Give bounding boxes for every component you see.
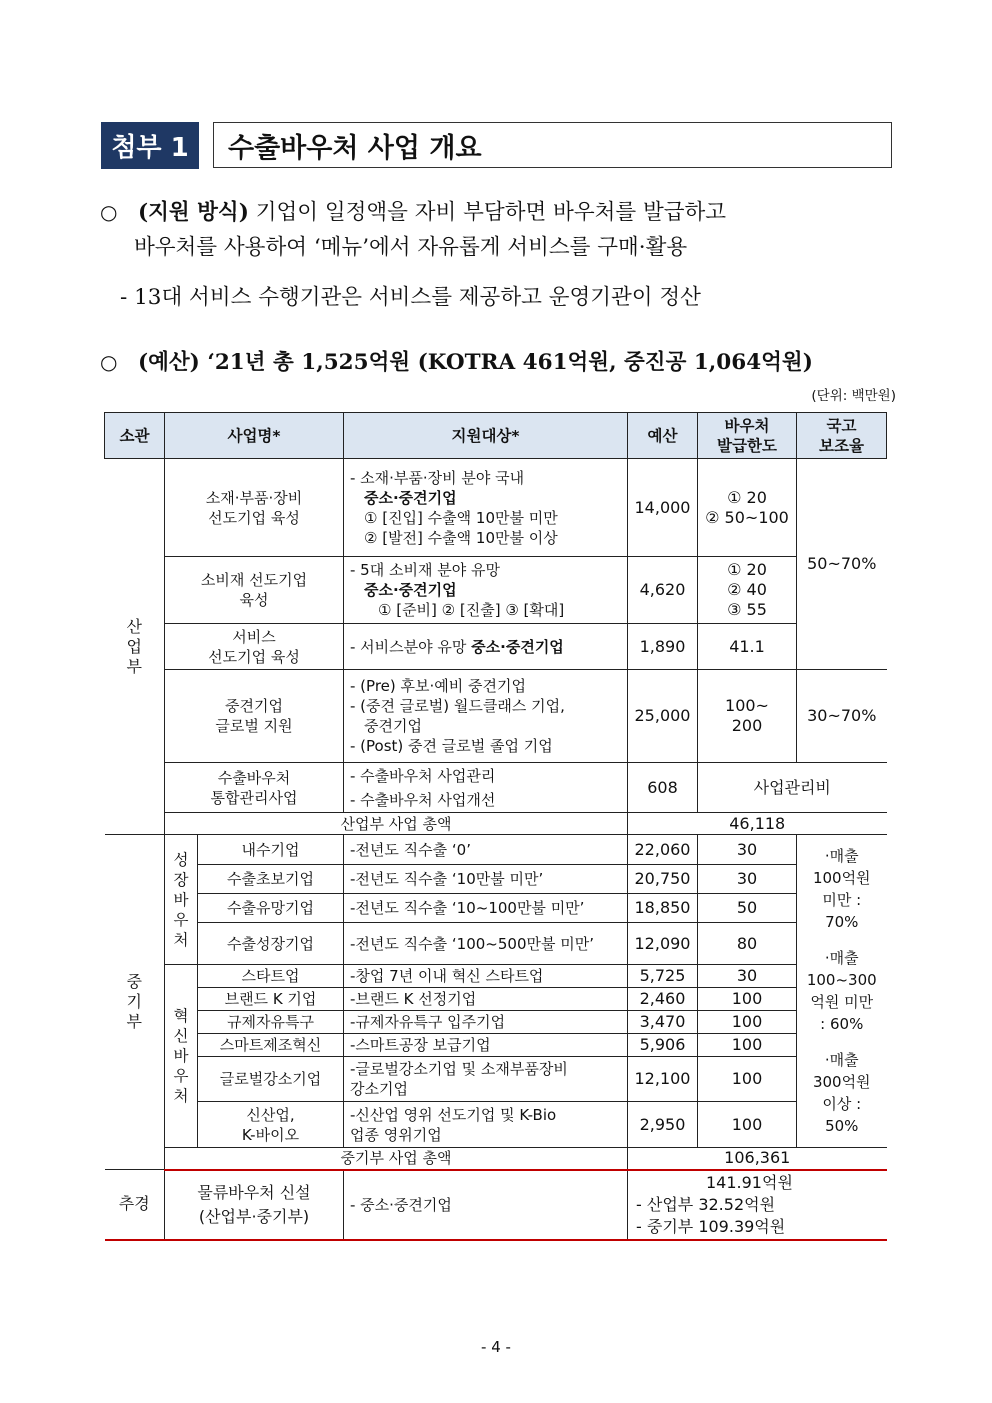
program-target: - (Pre) 후보·예비 중견기업 - (중견 글로벌) 월드클래스 기업, 중견기업 - (Post) 중견 글로벌 졸업 기업 <box>344 670 628 763</box>
table-row <box>105 763 887 813</box>
program-target: -스마트공장 보급기업 <box>344 1034 628 1057</box>
program-budget: 1,890 <box>628 624 698 670</box>
bullet-icon: ○ <box>100 350 118 374</box>
program-target: -전년도 직수출 ‘10~100만불 미만’ <box>344 894 628 923</box>
program-target: -전년도 직수출 ‘100~500만불 미만’ <box>344 923 628 965</box>
voucher-limit: 100 <box>698 988 797 1011</box>
supplementary-budget: 141.91억원 - 산업부 32.52억원 - 중기부 109.39억원 <box>628 1170 887 1240</box>
table-total-row <box>105 813 887 835</box>
voucher-limit: 80 <box>698 923 797 965</box>
program-name: 수출바우처 통합관리사업 <box>165 763 344 813</box>
table-row <box>105 988 887 1011</box>
program-target: -브랜드 K 선정기업 <box>344 988 628 1011</box>
voucher-limit: 30 <box>698 865 797 894</box>
program-target: -전년도 직수출 ‘10만불 미만’ <box>344 865 628 894</box>
dept-cell-sanup: 산 업 부 <box>105 459 165 835</box>
page-number: - 4 - <box>481 1338 511 1356</box>
col-header-dept: 소관 <box>105 413 165 459</box>
section-1-text: 기업이 일정액을 자비 부담하면 바우처를 발급하고 <box>248 200 727 225</box>
program-name: 글로벌강소기업 <box>198 1057 344 1102</box>
program-name: 소재·부품·장비 선도기업 육성 <box>165 459 344 557</box>
program-budget: 12,100 <box>628 1057 698 1102</box>
section-1-line-1 <box>100 194 726 231</box>
voucher-group-innovation: 혁 신 바 우 처 <box>165 965 198 1148</box>
program-target: -글로벌강소기업 및 소재부품장비 강소기업 <box>344 1057 628 1102</box>
program-name: 규제자유특구 <box>198 1011 344 1034</box>
total-label: 산업부 사업 총액 <box>165 813 628 835</box>
program-budget: 22,060 <box>628 835 698 865</box>
program-budget: 12,090 <box>628 923 698 965</box>
section-2-heading: (예산) ‘21년 총 1,525억원 <box>137 350 411 375</box>
program-budget: 20,750 <box>628 865 698 894</box>
program-budget: 3,470 <box>628 1011 698 1034</box>
program-name: 신산업, K-바이오 <box>198 1102 344 1148</box>
budget-table <box>104 412 887 1241</box>
gov-rate-junggi: ·매출 100억원 미만 : 70% ·매출 100~300 억원 미만 : 60% ·매출 300억원 이상 : 50% <box>797 835 887 1148</box>
program-budget: 608 <box>628 763 698 813</box>
col-header-gov-rate: 국고 보조율 <box>797 413 887 459</box>
table-row <box>105 1102 887 1148</box>
table-row <box>105 459 887 557</box>
table-row <box>105 865 887 894</box>
table-row <box>105 1170 887 1240</box>
gov-rate: 30~70% <box>797 670 887 763</box>
voucher-limit: 30 <box>698 835 797 865</box>
unit-label: (단위: 백만원) <box>811 388 896 404</box>
table-row <box>105 1034 887 1057</box>
table-row <box>105 923 887 965</box>
total-value: 106,361 <box>628 1148 887 1170</box>
program-name: 스마트제조혁신 <box>198 1034 344 1057</box>
program-name: 스타트업 <box>198 965 344 988</box>
program-budget: 2,460 <box>628 988 698 1011</box>
table-row <box>105 670 887 763</box>
gov-rate: 50~70% <box>797 459 887 670</box>
program-target: -규제자유특구 입주기업 <box>344 1011 628 1034</box>
program-budget: 4,620 <box>628 557 698 624</box>
col-header-name: 사업명* <box>165 413 344 459</box>
program-target: -신산업 영위 선도기업 및 K-Bio 업종 영위기업 <box>344 1102 628 1148</box>
col-header-voucher-limit: 바우처 발급한도 <box>698 413 797 459</box>
voucher-limit: 100 <box>698 1034 797 1057</box>
program-name: 수출초보기업 <box>198 865 344 894</box>
table-row <box>105 557 887 624</box>
total-label: 중기부 사업 총액 <box>165 1148 628 1170</box>
voucher-limit: 100 <box>698 1102 797 1148</box>
section-2-text: (KOTRA 461억원, 중진공 1,064억원) <box>410 350 813 375</box>
program-target: - 소재·부품·장비 분야 국내 중소·중견기업 ① [진입] 수출액 10만불 미만 ② [발전] 수출액 10만불 이상 <box>344 459 628 557</box>
col-header-target: 지원대상* <box>344 413 628 459</box>
section-1-sub: - 13대 서비스 수행기관은 서비스를 제공하고 운영기관이 정산 <box>120 285 701 310</box>
col-header-budget: 예산 <box>628 413 698 459</box>
program-target: -창업 7년 이내 혁신 스타트업 <box>344 965 628 988</box>
program-budget: 18,850 <box>628 894 698 923</box>
table-row <box>105 624 887 670</box>
voucher-limit: 30 <box>698 965 797 988</box>
table-header-row <box>105 413 887 459</box>
section-1-heading: (지원 방식) <box>137 200 249 225</box>
program-budget: 2,950 <box>628 1102 698 1148</box>
voucher-limit: 41.1 <box>698 624 797 670</box>
program-budget: 25,000 <box>628 670 698 763</box>
voucher-limit: 50 <box>698 894 797 923</box>
voucher-limit: ① 20 ② 50~100 <box>698 459 797 557</box>
voucher-limit: 사업관리비 <box>698 763 887 813</box>
program-name: 서비스 선도기업 육성 <box>165 624 344 670</box>
voucher-limit: 100~ 200 <box>698 670 797 763</box>
program-budget: 5,906 <box>628 1034 698 1057</box>
program-name: 브랜드 K 기업 <box>198 988 344 1011</box>
program-budget: 5,725 <box>628 965 698 988</box>
voucher-group-growth: 성 장 바 우 처 <box>165 835 198 965</box>
program-target: - 서비스분야 유망 중소·중견기업 <box>344 624 628 670</box>
voucher-limit: 100 <box>698 1057 797 1102</box>
program-name: 수출성장기업 <box>198 923 344 965</box>
program-name: 수출유망기업 <box>198 894 344 923</box>
total-value: 46,118 <box>628 813 887 835</box>
program-target: - 5대 소비재 분야 유망 중소·중견기업 ① [준비] ② [진출] ③ [확대] <box>344 557 628 624</box>
program-target: - 중소·중견기업 <box>344 1170 628 1240</box>
page-title: 수출바우처 사업 개요 <box>213 122 892 168</box>
program-name: 소비재 선도기업 육성 <box>165 557 344 624</box>
table-row <box>105 1057 887 1102</box>
program-name: 중견기업 글로벌 지원 <box>165 670 344 763</box>
section-1-line-2: 바우처를 사용하여 ‘메뉴’에서 자유롭게 서비스를 구매·활용 <box>134 235 688 260</box>
program-target: -전년도 직수출 ‘0’ <box>344 835 628 865</box>
table-row <box>105 965 887 988</box>
program-name: 물류바우처 신설 (산업부·중기부) <box>165 1170 344 1240</box>
dept-cell-junggi: 중 기 부 <box>105 835 165 1170</box>
table-total-row <box>105 1148 887 1170</box>
voucher-limit: ① 20 ② 40 ③ 55 <box>698 557 797 624</box>
program-target: - 수출바우처 사업관리 - 수출바우처 사업개선 <box>344 763 628 813</box>
table-row <box>105 894 887 923</box>
table-row <box>105 835 887 865</box>
bullet-icon: ○ <box>100 200 118 224</box>
section-2-line <box>100 344 813 381</box>
program-name: 내수기업 <box>198 835 344 865</box>
table-row <box>105 1011 887 1034</box>
program-budget: 14,000 <box>628 459 698 557</box>
attachment-badge: 첨부 1 <box>101 122 199 169</box>
voucher-limit: 100 <box>698 1011 797 1034</box>
dept-cell-chugyeong: 추경 <box>105 1170 165 1240</box>
